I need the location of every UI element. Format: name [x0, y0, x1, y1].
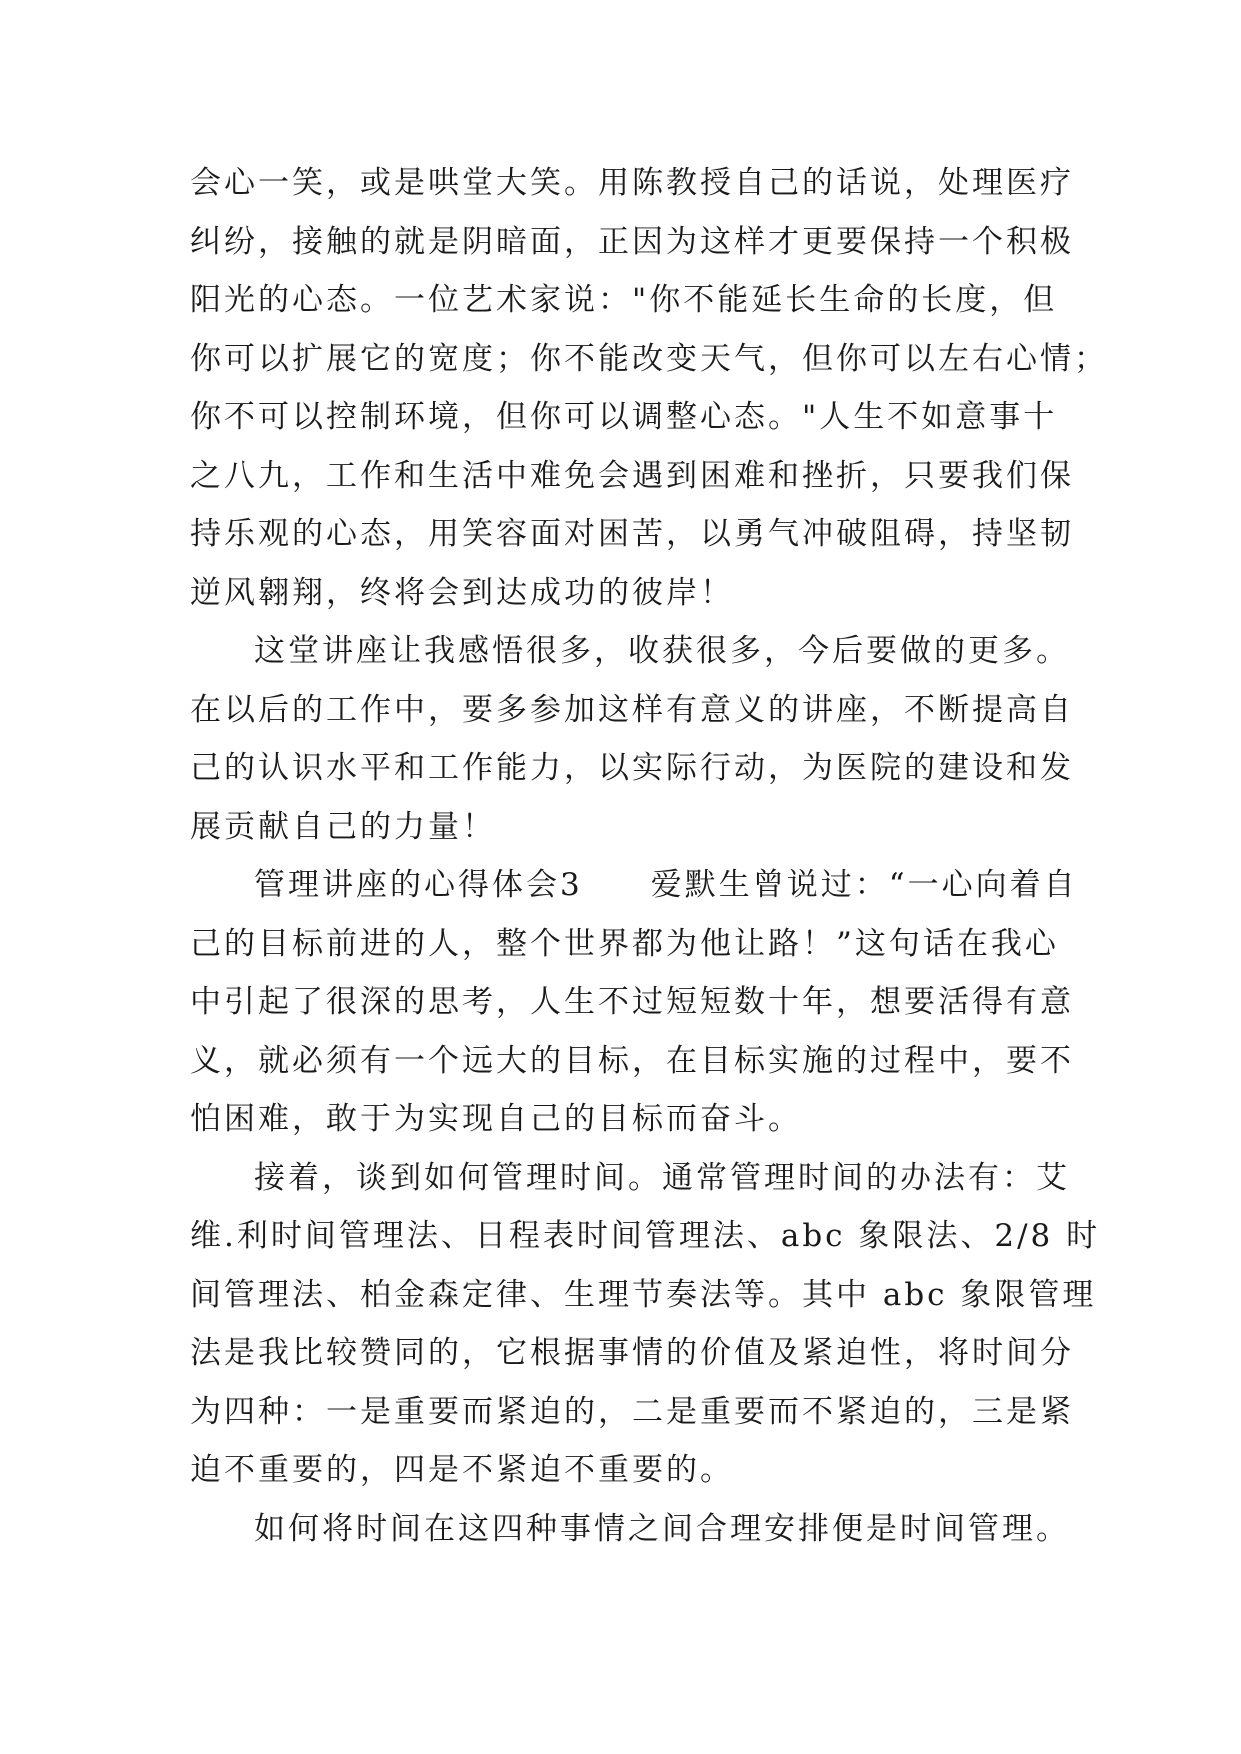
paragraph-first-line: 如何将时间在这四种事情之间合理安排便是时间管理。 — [254, 1510, 1070, 1547]
text-line: 为四种：一是重要而紧迫的，二是重要而不紧迫的，三是紧 — [190, 1393, 1074, 1430]
text-line: 之八九，工作和生活中难免会遇到困难和挫折，只要我们保 — [190, 457, 1074, 494]
text-line: 持乐观的心态，用笑容面对困苦，以勇气冲破阻碍，持坚韧 — [190, 516, 1074, 552]
text-line: 义，就必须有一个远大的目标，在目标实施的过程中，要不 — [190, 1042, 1074, 1079]
text-line: 维.利时间管理法、日程表时间管理法、abc 象限法、2/8 时 — [190, 1218, 1101, 1254]
text-line: 会心一笑，或是哄堂大笑。用陈教授自己的话说，处理医疗 — [190, 165, 1074, 201]
text-line: 间管理法、柏金森定律、生理节奏法等。其中 abc 象限管理 — [190, 1276, 1097, 1313]
text-line: 己的认识水平和工作能力，以实际行动，为医院的建设和发 — [190, 750, 1074, 786]
document-body — [190, 154, 1108, 1558]
text-line: 你可以扩展它的宽度；你不能改变天气，但你可以左右心情； — [190, 340, 1108, 377]
text-line: 迫不重要的，四是不紧迫不重要的。 — [190, 1452, 734, 1488]
paragraph-first-line: 这堂讲座让我感悟很多，收获很多，今后要做的更多。 — [254, 633, 1070, 669]
text-line: 展贡献自己的力量！ — [190, 808, 496, 845]
text-line: 中引起了很深的思考，人生不过短短数十年，想要活得有意 — [190, 984, 1074, 1020]
paragraph-first-line: 接着，谈到如何管理时间。通常管理时间的办法有：艾 — [254, 1159, 1070, 1196]
text-line: 在以后的工作中，要多参加这样有意义的讲座，不断提高自 — [190, 691, 1074, 728]
text-line: 怕困难，敢于为实现自己的目标而奋斗。 — [190, 1101, 802, 1137]
text-line: 逆风翱翔，终将会到达成功的彼岸！ — [190, 574, 734, 611]
text-line: 阳光的心态。一位艺术家说："你不能延长生命的长度，但 — [190, 282, 1058, 318]
text-line: 纠纷，接触的就是阴暗面，正因为这样才更要保持一个积极 — [190, 223, 1074, 260]
section-heading-line: 管理讲座的心得体会3 爱默生曾说过：“一心向着自 — [254, 867, 1078, 903]
text-line: 己的目标前进的人，整个世界都为他让路！”这句话在我心 — [190, 925, 1059, 962]
text-line: 法是我比较赞同的，它根据事情的价值及紧迫性，将时间分 — [190, 1335, 1074, 1371]
text-line: 你不可以控制环境，但你可以调整心态。"人生不如意事十 — [190, 399, 1058, 435]
